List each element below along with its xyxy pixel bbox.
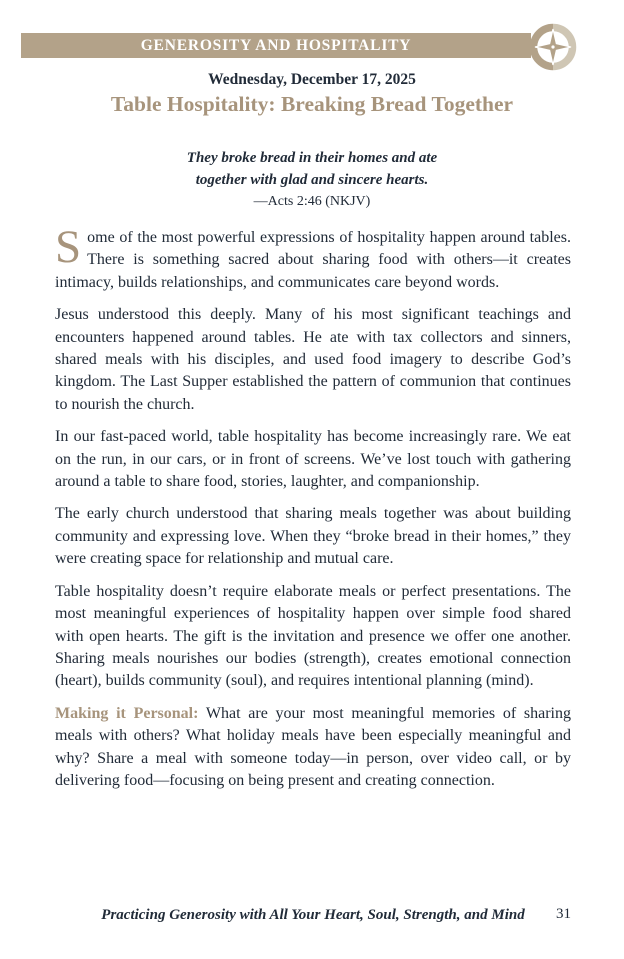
chapter-banner-title: GENEROSITY AND HOSPITALITY (140, 36, 412, 54)
paragraph-opening (55, 221, 571, 294)
footer-tagline: Practicing Generosity with All Your Heart, Soul, Strength, and Mind (101, 907, 525, 923)
scripture-attribution: —Acts 2:46 (NKJV) (253, 194, 371, 209)
paragraph-opening-text: ome of the most powerful expressions of hospitality happen around tables. There is something sacred about sharing food with others—it creates intimacy, builds relationships, and communicates care beyond words. (55, 229, 571, 291)
drop-cap: S (55, 221, 82, 273)
paragraph-making-it-personal (55, 703, 571, 793)
page-number: 31 (556, 906, 571, 922)
scripture-quote (0, 147, 624, 213)
making-it-personal-label: Making it Personal: (55, 704, 199, 722)
making-it-personal-text: What are your most meaningful memories of sharing meals with others? What holiday meals have been especially meaningful and why? Share a meal with someone today—in person, over video call, or by delivering food—focusing on being present and creating connection. (55, 704, 571, 789)
scripture-quote-line: together with glad and sincere hearts. (195, 172, 429, 188)
page-footer (55, 906, 571, 924)
compass-rose-icon (525, 19, 581, 75)
date-line: Wednesday, December 17, 2025 (208, 71, 416, 88)
paragraph: Jesus understood this deeply. Many of his most significant teachings and encounters happened around tables. He ate with tax collectors and sinners, shared meals with his disciples, and used food imagery to describe God’s kingdom. The Last Supper established the pattern of communion that continues to nourish the church. (55, 306, 571, 413)
paragraph: Table hospitality doesn’t require elaborate meals or perfect presentations. The most meaningful experiences of hospitality happen over simple food shared with open hearts. The gift is the invitation and presence we offer one another. Sharing meals nourishes our bodies (strength), creates emotional connection (heart), builds community (soul), and requires intentional planning (mind). (55, 582, 571, 690)
body-text (55, 221, 571, 802)
scripture-quote-line: They broke bread in their homes and ate (186, 150, 438, 166)
page-title: Table Hospitality: Breaking Bread Together (110, 92, 514, 116)
chapter-banner (21, 33, 531, 58)
paragraph: In our fast-paced world, table hospitality has become increasingly rare. We eat on the run, in our cars, or in front of screens. We’ve lost touch with gathering around a table to share food, stories, laughter, and companionship. (55, 428, 571, 491)
paragraph: The early church understood that sharing meals together was about building community and expressing love. When they “broke bread in their homes,” they were creating space for relationship and mutual care. (55, 505, 571, 568)
